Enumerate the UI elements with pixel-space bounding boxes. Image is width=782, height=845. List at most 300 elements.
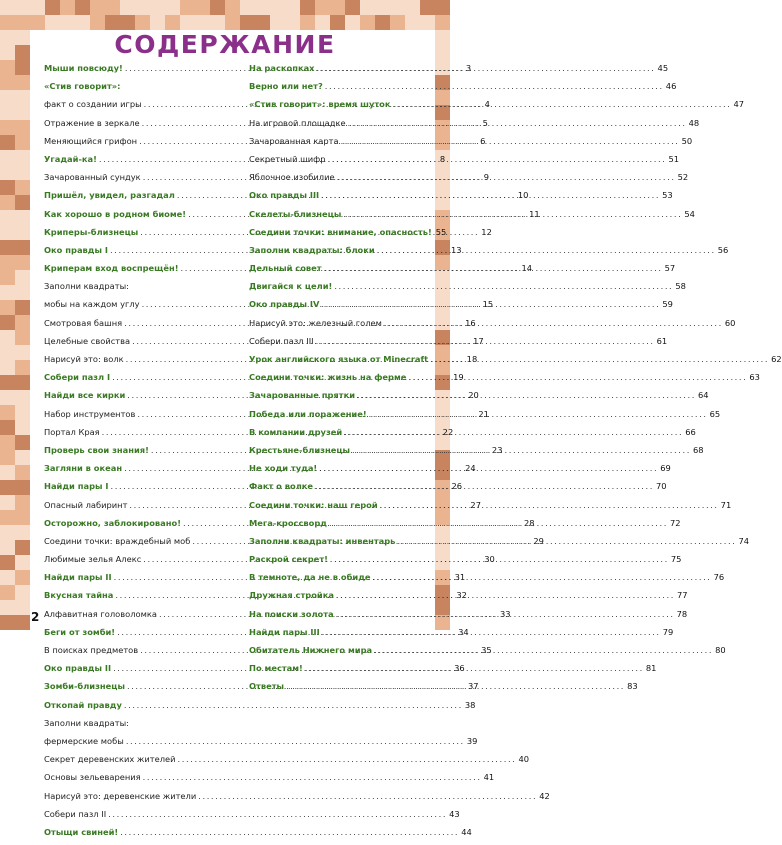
toc-entry-page: 13 (450, 244, 462, 255)
border-tile (420, 15, 435, 30)
border-tile (240, 0, 255, 15)
border-tile (15, 255, 30, 270)
toc-entry-title: Основы зельеварения (44, 772, 141, 783)
border-tile (0, 360, 15, 375)
border-tile (0, 15, 15, 30)
border-tile (15, 570, 30, 585)
border-tile (0, 390, 15, 405)
toc-entry-page: 20 (468, 390, 479, 401)
toc-entry-page: 29 (533, 535, 544, 546)
toc-entry-page: 15 (482, 299, 494, 310)
dot-leader (124, 700, 463, 710)
toc-entry-title: Найди пары II (44, 572, 112, 583)
toc-entry-title: «Стив говорит»: (44, 81, 121, 92)
toc-entry-title: Крестьяне-близнецы (249, 444, 350, 455)
border-tile (15, 120, 30, 135)
border-tile (15, 390, 30, 405)
border-tile (0, 225, 15, 240)
toc-entry (249, 117, 700, 136)
toc-entry-page: 80 (715, 645, 726, 655)
border-tile (15, 615, 30, 630)
border-tile (15, 405, 30, 420)
border-tile (0, 255, 15, 270)
border-tile (15, 180, 30, 195)
toc-entry-title: Целебные свойства (44, 335, 131, 346)
border-tile (15, 330, 30, 345)
toc-entry (44, 718, 240, 736)
border-tile (15, 0, 30, 15)
toc-entry-title: Отыщи свиней! (44, 826, 119, 837)
border-tile (90, 15, 105, 30)
dot-leader (325, 81, 664, 91)
toc-entry-page: 39 (466, 735, 478, 746)
dot-leader (357, 390, 696, 400)
dot-leader (317, 63, 656, 73)
border-tile (0, 555, 15, 570)
border-tile (255, 0, 270, 15)
border-tile (135, 15, 150, 30)
border-tile (150, 0, 165, 15)
toc-entry-page: 33 (499, 608, 511, 619)
toc-entry-title: Не ходи туда! (249, 463, 318, 474)
border-tile (0, 75, 15, 90)
border-tile (60, 0, 75, 15)
toc-entry-title: Соедини точки: враждебный моб (44, 535, 191, 546)
border-tile (285, 15, 300, 30)
toc-entry-page: 78 (676, 608, 688, 619)
border-tile (15, 135, 30, 150)
toc-entry-title: Отражение в зеркале (44, 117, 140, 128)
border-tile (90, 0, 105, 15)
toc-entry-page: 60 (724, 317, 736, 328)
border-tile (30, 15, 45, 30)
dot-leader (343, 209, 682, 219)
border-tile (330, 0, 345, 15)
toc-entry-page: 10 (517, 190, 529, 201)
toc-entry-title: Урок английского языка от Minecraft (249, 354, 429, 364)
dot-leader (321, 190, 660, 200)
toc-entry-title: Криперам вход воспрещён! (44, 263, 179, 274)
border-tile (405, 0, 420, 15)
toc-entry (44, 699, 476, 718)
dot-leader (348, 118, 687, 128)
toc-entry-page: 50 (681, 135, 693, 146)
toc-entry-title: На игровой площадке (249, 117, 346, 128)
dot-leader (322, 627, 661, 637)
dot-leader (430, 354, 769, 364)
border-tile (225, 15, 240, 30)
toc-entry-title: Беги от зомби! (44, 626, 116, 637)
dot-leader (336, 590, 675, 600)
toc-entry-title: Мыши повсюду! (44, 63, 123, 73)
toc-entry-page: 68 (692, 444, 704, 455)
toc-entry-title: Соедини точки: наш герой (249, 499, 378, 510)
border-tile (15, 315, 30, 330)
border-tile (0, 195, 15, 210)
toc-entry-title: Откопай правду (44, 699, 122, 710)
toc-entry-page: 56 (717, 244, 729, 255)
border-tile (0, 0, 15, 15)
page-number: 2 (31, 610, 40, 624)
toc-entry-page: 37 (467, 681, 479, 692)
border-tile (165, 15, 180, 30)
dot-leader (330, 554, 669, 564)
border-tile (120, 0, 135, 15)
dot-leader (319, 463, 658, 473)
toc-entry (44, 772, 495, 790)
toc-entry-title: Дельный совет (249, 263, 322, 274)
toc-entry-page: 27 (470, 499, 481, 510)
border-tile (15, 195, 30, 210)
border-tile (45, 15, 60, 30)
toc-entry-page: 40 (518, 754, 530, 765)
dot-leader (327, 154, 666, 164)
border-tile (405, 15, 420, 30)
border-tile (0, 480, 15, 495)
toc-entry-title: Вкусная тайна (44, 590, 114, 601)
toc-entry-page: 74 (738, 535, 749, 546)
border-tile (0, 510, 15, 525)
border-tile (0, 165, 15, 180)
border-tile (15, 495, 30, 510)
toc-entry-title: Загляни в океан (44, 463, 123, 474)
toc-entry-page: 69 (660, 463, 671, 474)
dot-leader (143, 772, 482, 782)
toc-entry-page: 59 (662, 299, 673, 310)
toc-entry-title: Зомби-близнецы (44, 681, 125, 692)
border-tile (0, 570, 15, 585)
toc-entry (44, 790, 550, 809)
border-tile (105, 0, 120, 15)
toc-entry-title: Найди пары I (44, 481, 109, 492)
border-tile (60, 15, 75, 30)
toc-entry-page: 24 (465, 463, 476, 474)
dot-leader (393, 99, 732, 109)
toc-entry-page: 81 (645, 663, 657, 674)
toc-entry-title: Проверь свои знания! (44, 444, 149, 455)
toc-entry-title: факт о создании игры (44, 99, 142, 110)
toc-entry-page: 51 (668, 153, 680, 164)
border-tile (0, 270, 15, 285)
toc-entry-page: 45 (657, 63, 669, 73)
toc-entry-title: Набор инструментов (44, 408, 136, 419)
toc-entry-page: 5 (482, 117, 488, 128)
toc-entry-title: Собери пазл III (249, 335, 314, 346)
toc-entry-title: Заполни квадраты: инвентарь (249, 535, 396, 546)
border-tile (360, 15, 375, 30)
toc-entry-title: Скелеты-близнецы (249, 208, 342, 219)
toc-entry-page: 4 (484, 99, 490, 110)
toc-entry-page: 14 (521, 263, 533, 274)
border-tile (0, 240, 15, 255)
toc-entry (44, 735, 478, 754)
toc-entry-title: Двигайся к цели! (249, 281, 333, 292)
border-tile (0, 525, 15, 540)
border-tile (0, 90, 15, 105)
border-tile (15, 270, 30, 285)
toc-entry-title: Соедини точки: внимание, опасность! (249, 226, 432, 237)
border-tile (15, 360, 30, 375)
dot-leader (337, 172, 676, 182)
dot-leader (374, 645, 713, 655)
border-tile (15, 225, 30, 240)
border-tile (15, 555, 30, 570)
toc-entry (44, 81, 240, 99)
border-tile (285, 0, 300, 15)
toc-entry-page: 63 (749, 372, 760, 383)
toc-entry-title: Мега-кроссворд (249, 517, 327, 528)
dot-leader (344, 427, 683, 437)
border-tile (0, 180, 15, 195)
border-tile (210, 15, 225, 30)
border-tile (435, 0, 450, 15)
toc-entry-title: Опасный лабиринт (44, 499, 128, 510)
toc-entry-page: 79 (662, 626, 674, 637)
dot-leader (369, 409, 708, 419)
border-tile (0, 420, 15, 435)
toc-entry-title: Заполни квадраты: (44, 717, 129, 728)
toc-entry (249, 81, 677, 99)
toc-entry-title: Раскрой секрет! (249, 554, 328, 565)
toc-entry-title: Око правды IV (249, 299, 320, 310)
toc-entry-title: Зачарованный сундук (44, 172, 141, 183)
dot-leader (336, 609, 675, 619)
dot-leader (305, 663, 644, 673)
toc-entry-page: 32 (456, 590, 467, 601)
toc-entry-page: 53 (662, 190, 673, 201)
toc-entry-page: 64 (698, 390, 709, 401)
toc-entry-page: 21 (478, 408, 489, 419)
dot-leader (373, 572, 712, 582)
pixel-border-top (0, 0, 450, 30)
toc-entry-title: Любимые зелья Алекс (44, 554, 142, 565)
border-tile (375, 15, 390, 30)
border-tile (15, 420, 30, 435)
toc-entry-title: Найди пары III (249, 626, 320, 637)
border-tile (300, 0, 315, 15)
toc-entry-title: Собери пазл I (44, 372, 111, 383)
toc-entry-title: Алфавитная головоломка (44, 608, 157, 619)
border-tile (15, 60, 30, 75)
toc-entry-page: 43 (449, 808, 460, 819)
toc-entry-page: 30 (484, 554, 495, 565)
toc-entry-page: 42 (539, 790, 550, 801)
border-tile (15, 450, 30, 465)
toc-entry-page: 23 (491, 444, 503, 455)
border-tile (15, 375, 30, 390)
border-tile (315, 0, 330, 15)
pixel-border-left (0, 30, 30, 630)
border-tile (0, 405, 15, 420)
toc-entry (249, 153, 680, 172)
toc-entry-title: На раскопках (249, 63, 315, 73)
border-tile (390, 0, 405, 15)
toc-entry-title: Факт о волке (249, 481, 314, 492)
toc-entry-page: 34 (458, 626, 469, 637)
dot-leader (108, 809, 447, 819)
border-tile (120, 15, 135, 30)
toc-entry-title: Портал Края (44, 426, 100, 437)
toc-entry-title: мобы на каждом углу (44, 299, 140, 310)
toc-entry-page: 44 (461, 826, 472, 837)
border-tile (180, 15, 195, 30)
toc-entry-page: 70 (656, 481, 667, 492)
border-tile (15, 150, 30, 165)
toc-entry-title: Нарисуй это: волк (44, 354, 124, 364)
border-tile (135, 0, 150, 15)
dot-leader (341, 136, 680, 146)
border-tile (0, 585, 15, 600)
dot-leader (352, 445, 691, 455)
border-tile (15, 285, 30, 300)
toc-entry (44, 826, 472, 845)
toc-entry-page: 16 (465, 317, 476, 328)
toc-entry-title: фермерские мобы (44, 735, 124, 746)
border-tile (15, 105, 30, 120)
border-tile (195, 15, 210, 30)
toc-entry-title: В темноте, да не в обиде (249, 572, 371, 583)
toc-entry-title: Око правды II (44, 663, 112, 674)
border-tile (15, 585, 30, 600)
dot-leader (397, 536, 736, 546)
toc-entry (44, 754, 530, 772)
border-tile (270, 15, 285, 30)
dot-leader (380, 500, 719, 510)
toc-entry-page: 72 (669, 517, 681, 528)
toc-entry-page: 9 (483, 172, 489, 183)
border-tile (15, 435, 30, 450)
border-tile (435, 15, 450, 30)
toc-entry (44, 281, 240, 299)
border-tile (0, 210, 15, 225)
border-tile (0, 150, 15, 165)
toc-entry-title: Угадай-ка! (44, 153, 97, 164)
border-tile (0, 375, 15, 390)
border-tile (15, 90, 30, 105)
toc-entry-page: 65 (709, 408, 721, 419)
dot-leader (334, 281, 673, 291)
border-tile (15, 210, 30, 225)
toc-entry-page: 22 (442, 426, 454, 437)
border-tile (0, 60, 15, 75)
border-tile (330, 15, 345, 30)
toc-entry-page: 75 (670, 554, 682, 565)
border-tile (75, 15, 90, 30)
border-tile (0, 135, 15, 150)
toc-entry-title: Заполни квадраты: блоки (249, 244, 375, 255)
toc-entry-page: 6 (480, 135, 486, 146)
dot-leader (324, 263, 663, 273)
toc-entry-title: Смотровая башня (44, 317, 123, 328)
toc-entry-page: 28 (524, 517, 535, 528)
toc-entry (249, 281, 686, 299)
toc-entry-page: 8 (439, 153, 446, 164)
toc-entry-page: 31 (454, 572, 466, 583)
toc-entry-title: На поиски золота (249, 608, 334, 619)
border-tile (150, 15, 165, 30)
border-tile (0, 495, 15, 510)
toc-entry-page: 66 (685, 426, 696, 437)
dot-leader (329, 518, 668, 528)
border-tile (0, 330, 15, 345)
toc-entry-page: 38 (464, 699, 476, 710)
border-tile (300, 15, 315, 30)
toc-entry-title: Верно или нет? (249, 81, 323, 92)
border-tile (105, 15, 120, 30)
border-tile (240, 15, 255, 30)
dot-leader (384, 318, 723, 328)
toc-entry-page: 54 (684, 208, 695, 219)
dot-leader (120, 827, 459, 837)
border-tile (15, 165, 30, 180)
toc-entry-page: 71 (720, 499, 732, 510)
dot-leader (126, 736, 465, 746)
border-tile (15, 240, 30, 255)
border-tile (0, 465, 15, 480)
dot-leader (286, 681, 625, 691)
toc-entry-page: 19 (453, 372, 464, 383)
border-tile (0, 450, 15, 465)
toc-entry-title: Нарисуй это: деревенские жители (44, 790, 197, 801)
border-tile (0, 540, 15, 555)
border-tile (15, 15, 30, 30)
toc-entry-title: «Стив говорит»: время шуток (249, 99, 391, 110)
border-tile (15, 75, 30, 90)
toc-entry-title: Осторожно, заблокировано! (44, 517, 181, 528)
toc-entry-title: Соедини точки: жизнь на ферме (249, 372, 407, 383)
toc-entry-page: 55 (435, 226, 447, 237)
border-tile (210, 0, 225, 15)
toc-entry-title: Найди все кирки (44, 390, 126, 401)
toc-entry (249, 99, 745, 117)
border-tile (315, 15, 330, 30)
border-tile (0, 285, 15, 300)
dot-leader (198, 791, 537, 801)
toc-entry-page: 3 (465, 63, 472, 73)
toc-entry-title: Заполни квадраты: (44, 281, 129, 292)
toc-entry (249, 135, 693, 154)
toc-entry-title: Секретный шифр (249, 153, 326, 164)
toc-entry-page: 36 (454, 663, 465, 674)
border-tile (360, 0, 375, 15)
toc-entry-title: В поисках предметов (44, 645, 139, 655)
border-tile (0, 120, 15, 135)
toc-entry-title: Око правды III (249, 190, 320, 201)
toc-entry-title: Дружная стройка (249, 590, 334, 601)
border-tile (270, 0, 285, 15)
border-tile (375, 0, 390, 15)
toc-entry-page: 11 (529, 208, 540, 219)
border-tile (195, 0, 210, 15)
toc-entry-page: 83 (627, 681, 638, 692)
border-tile (15, 525, 30, 540)
toc-entry-page: 12 (481, 226, 492, 237)
border-tile (390, 15, 405, 30)
toc-entry-title: Пришёл, увидел, разгадал (44, 190, 175, 201)
toc-entry-page: 77 (676, 590, 688, 601)
border-tile (0, 315, 15, 330)
toc-entry-page: 48 (688, 117, 700, 128)
border-tile (225, 0, 240, 15)
toc-entry-title: Нарисуй это: железный голем (249, 317, 382, 328)
border-tile (0, 300, 15, 315)
toc-entry-title: Око правды I (44, 244, 108, 255)
border-tile (15, 480, 30, 495)
toc-entry-page: 58 (675, 281, 686, 292)
toc-entry-page: 62 (771, 354, 782, 364)
dot-leader (408, 372, 747, 382)
toc-entry-page: 41 (483, 772, 495, 783)
